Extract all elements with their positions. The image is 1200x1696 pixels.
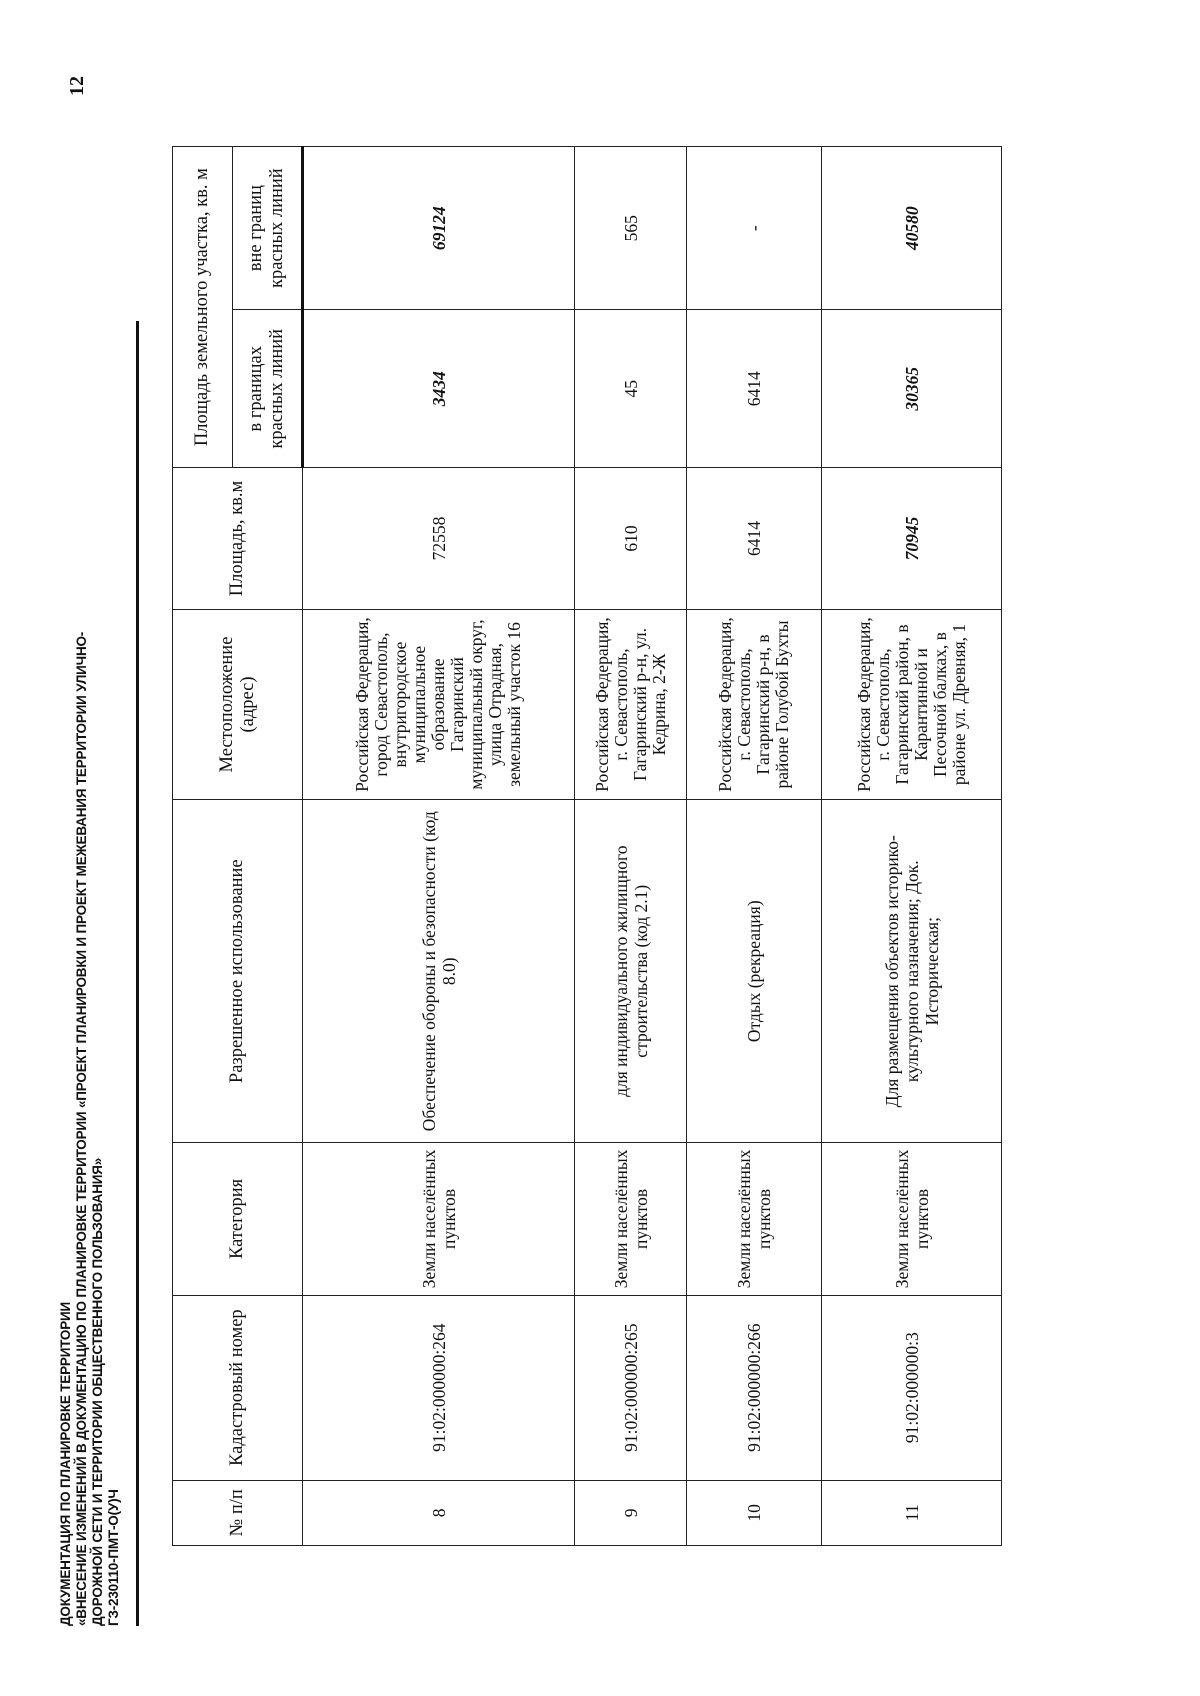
header-category: Категория [173,1143,303,1295]
cell-category: Земли населённых пунктов [303,1143,575,1295]
table-row [822,147,1002,1546]
cell-cadastral: 91:02:000000:266 [687,1295,822,1480]
header-line-2: «ВНЕСЕНИЕ ИЗМЕНЕНИЙ В ДОКУМЕНТАЦИЮ ПО ПЛАНИРОВКЕ ТЕРРИТОРИИ «ПРОЕКТ ПЛАНИРОВКИ И ПРОЕКТ МЕЖЕВАНИЯ ТЕРРИТОРИИ УЛИЧНО- [74,631,89,1626]
table-row [303,147,575,1546]
header-divider [136,321,139,1626]
cell-inside: 6414 [687,310,822,468]
cell-outside: - [687,147,822,310]
cell-category: Земли населённых пунктов [575,1143,687,1295]
header-use: Разрешенное использование [173,800,303,1143]
cell-inside: 30365 [822,310,1002,468]
cell-outside: 565 [575,147,687,310]
table-row [687,147,822,1546]
header-cadastral: Кадастровый номер [173,1295,303,1480]
cell-cadastral: 91:02:000000:265 [575,1295,687,1480]
document-header [58,426,122,1626]
cell-location: Российская Федерация, г. Севастополь, Гагаринский р-н, в районе Голубой Бухты [687,609,822,800]
cell-area: 6414 [687,468,822,610]
header-location: Местоположение (адрес) [173,609,303,800]
cell-category: Земли населённых пунктов [822,1143,1002,1295]
cell-location: Российская Федерация, г. Севастополь, Гагаринский район, в Карантинной и Песочной балках, в районе ул. Древняя, 1 [822,609,1002,800]
cell-cadastral: 91:02:000000:3 [822,1295,1002,1480]
header-line-4: ГЗ-230110-ПМТ-О(У)Ч [106,1489,121,1626]
cell-num: 8 [303,1480,575,1545]
table-row [575,147,687,1546]
cell-area: 70945 [822,468,1002,610]
cell-num: 9 [575,1480,687,1545]
header-outside: вне границ красных линий [233,147,303,310]
header-inside: в границах красных линий [233,310,303,468]
header-area: Площадь, кв.м [173,468,303,610]
cell-use: Обеспечение обороны и безопасности (код 8.0) [303,800,575,1143]
cell-location: Российская Федерация, город Севастополь, внутригородское муниципальное образование Гагаринский муниципальный округ, улица Отрадная, земельный участок 16 [303,609,575,800]
cell-location: Российская Федерация, г. Севастополь, Гагаринский р-н, ул. Кедрина, 2-Ж [575,609,687,800]
cell-num: 11 [822,1480,1002,1545]
cell-inside: 45 [575,310,687,468]
parcel-table [172,146,1002,1546]
header-num: № п/п [173,1480,303,1545]
header-line-3: ДОРОЖНОЙ СЕТИ И ТЕРРИТОРИИ ОБЩЕСТВЕННОГО ПОЛЬЗОВАНИЯ» [90,1157,105,1626]
header-parcel-area: Площадь земельного участка, кв. м [173,147,233,468]
header-line-1: ДОКУМЕНТАЦИЯ ПО ПЛАНИРОВКЕ ТЕРРИТОРИИ [58,1301,73,1626]
cell-outside: 40580 [822,147,1002,310]
cell-num: 10 [687,1480,822,1545]
cell-cadastral: 91:02:000000:264 [303,1295,575,1480]
cell-area: 610 [575,468,687,610]
cell-inside: 3434 [303,310,575,468]
cell-area: 72558 [303,468,575,610]
cell-use: для индивидуального жилищного строительства (код 2.1) [575,800,687,1143]
cell-use: Для размещения объектов историко-культурного назначения; Док. Историческая; [822,800,1002,1143]
page-number: 12 [66,76,88,96]
cell-outside: 69124 [303,147,575,310]
cell-category: Земли населённых пунктов [687,1143,822,1295]
cell-use: Отдых (рекреация) [687,800,822,1143]
